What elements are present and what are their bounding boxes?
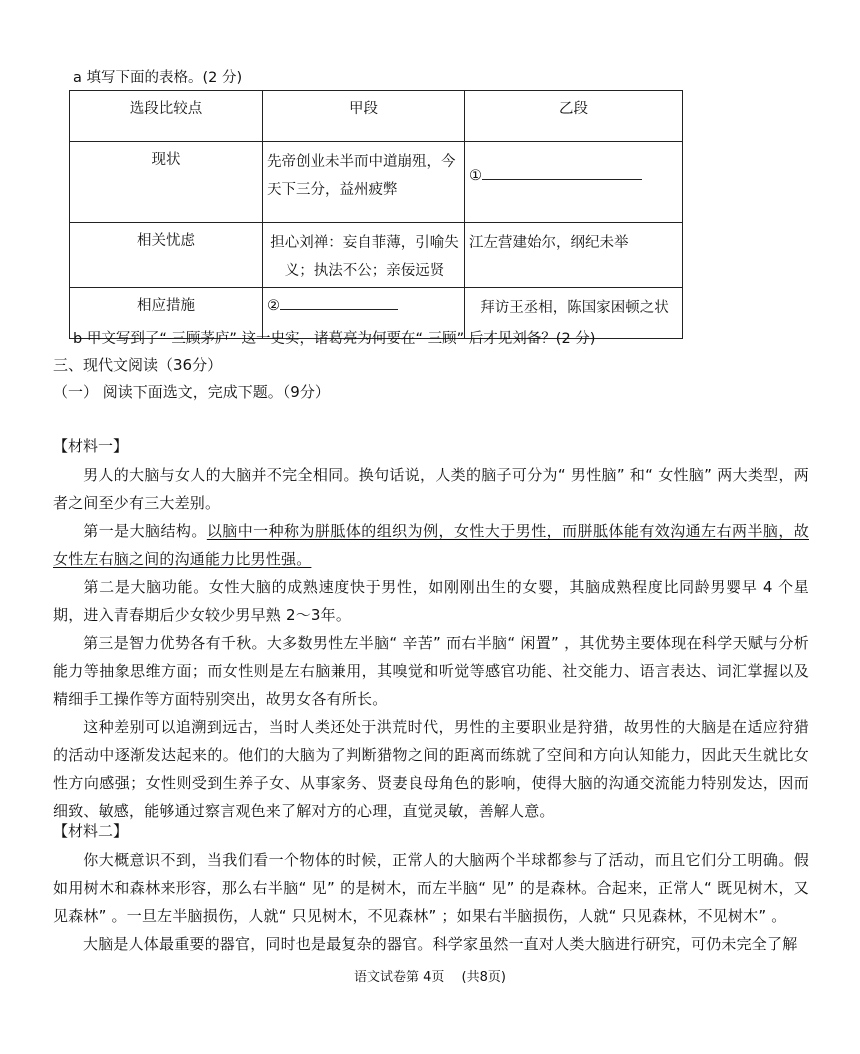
material-2-paragraph: 大脑是人体最重要的器官，同时也是最复杂的器官。科学家虽然一直对人类大脑进行研究，可仍未完全了解 bbox=[83, 935, 798, 953]
subsection-heading: （一） 阅读下面选文，完成下题。（9分） bbox=[53, 383, 330, 401]
answer-blank[interactable] bbox=[280, 295, 398, 310]
row-point: 现状 bbox=[70, 142, 263, 223]
yi-answer-cell bbox=[465, 142, 683, 223]
yi-cell: 拜访王丞相，陈国家困顿之状 bbox=[465, 288, 683, 339]
row-point: 相关忧虑 bbox=[70, 223, 263, 288]
material-1-paragraph: 这种差别可以追溯到远古，当时人类还处于洪荒时代，男性的主要职业是狩猎，故男性的大脑是在适应狩猎的活动中逐渐发达起来的。他们的大脑为了判断猎物之间的距离而练就了空间和方向认知能力，因此天生就比女性方向感强；女性则受到生养子女、从事家务、贤妻良母角色的影响，使得大脑的沟通交流能力特别发达，因而细致、敏感，能够通过察言观色来了解对方的心理，直觉灵敏，善解人意。 bbox=[53, 718, 809, 820]
underlined-sentence: 以脑中一种称为胼胝体的组织为例，女性大于男性，而胼胝体能有效沟通左右两半脑，故女性左右脑之间的沟通能力比男性强。 bbox=[53, 522, 809, 568]
table-header-row bbox=[70, 91, 683, 142]
page-footer: 语文试卷第 4页 (共8页) bbox=[354, 970, 506, 985]
material-1-title: 【材料一】 bbox=[53, 437, 129, 455]
material-1-paragraph: 第二是大脑功能。女性大脑的成熟速度快于男性，如刚刚出生的女婴，其脑成熟程度比同龄男婴早 4 个星期，进入青春期后少女较少男早熟 2～3年。 bbox=[53, 578, 809, 624]
question-a: a 填写下面的表格。(2 分) bbox=[73, 70, 243, 86]
table-row bbox=[70, 142, 683, 223]
header-cell: 选段比较点 bbox=[70, 91, 263, 142]
header-cell: 甲段 bbox=[263, 91, 465, 142]
answer-blank[interactable] bbox=[482, 165, 642, 180]
blank-number: ② bbox=[267, 298, 280, 314]
yi-cell: 江左营建始尔，纲纪未举 bbox=[465, 223, 683, 288]
question-b: b 甲文写到了“ 三顾茅庐” 这一史实，诸葛亮为何要在“ 三顾” 后才见刘备？(2 分) bbox=[73, 331, 596, 347]
material-2-title: 【材料二】 bbox=[53, 822, 129, 840]
material-1-paragraph: 男人的大脑与女人的大脑并不完全相同。换句话说，人类的脑子可分为“ 男性脑” 和“ 女性脑” 两大类型，两者之间至少有三大差别。 bbox=[53, 466, 809, 512]
blank-number: ① bbox=[469, 168, 482, 184]
material-1-paragraph: 第三是智力优势各有千秋。大多数男性左半脑“ 辛苦” 而右半脑“ 闲置” ，其优势主要体现在科学天赋与分析能力等抽象思维方面；而女性则是左右脑兼用，其嗅觉和听觉等感官功能、社交能力、语言表达、词汇掌握以及精细手工操作等方面特别突出，故男女各有所长。 bbox=[53, 634, 809, 708]
jia-cell: 担心刘禅：妄自菲薄，引喻失义；执法不公；亲佞远贤 bbox=[263, 223, 465, 288]
material-1-paragraph: 第一是大脑结构。以脑中一种称为胼胝体的组织为例，女性大于男性，而胼胝体能有效沟通左右两半脑，故女性左右脑之间的沟通能力比男性强。 bbox=[53, 522, 809, 568]
header-cell: 乙段 bbox=[465, 91, 683, 142]
row-point: 相应措施 bbox=[70, 288, 263, 339]
comparison-table bbox=[69, 90, 683, 339]
section-heading: 三、现代文阅读（36分） bbox=[53, 356, 223, 374]
material-2-paragraph: 你大概意识不到，当我们看一个物体的时候，正常人的大脑两个半球都参与了活动，而且它们分工明确。假如用树木和森林来形容，那么右半脑“ 见” 的是树木，而左半脑“ 见” 的是森林。合起来，正常人“ 既见树木，又见森林” 。一旦左半脑损伤，人就“ 只见树木，不见森林” ；如果右半脑损伤，人就“ 只见森林，不见树木” 。 bbox=[53, 851, 809, 925]
table-row bbox=[70, 223, 683, 288]
jia-cell: 先帝创业未半而中道崩殂，今天下三分，益州疲弊 bbox=[263, 142, 465, 223]
